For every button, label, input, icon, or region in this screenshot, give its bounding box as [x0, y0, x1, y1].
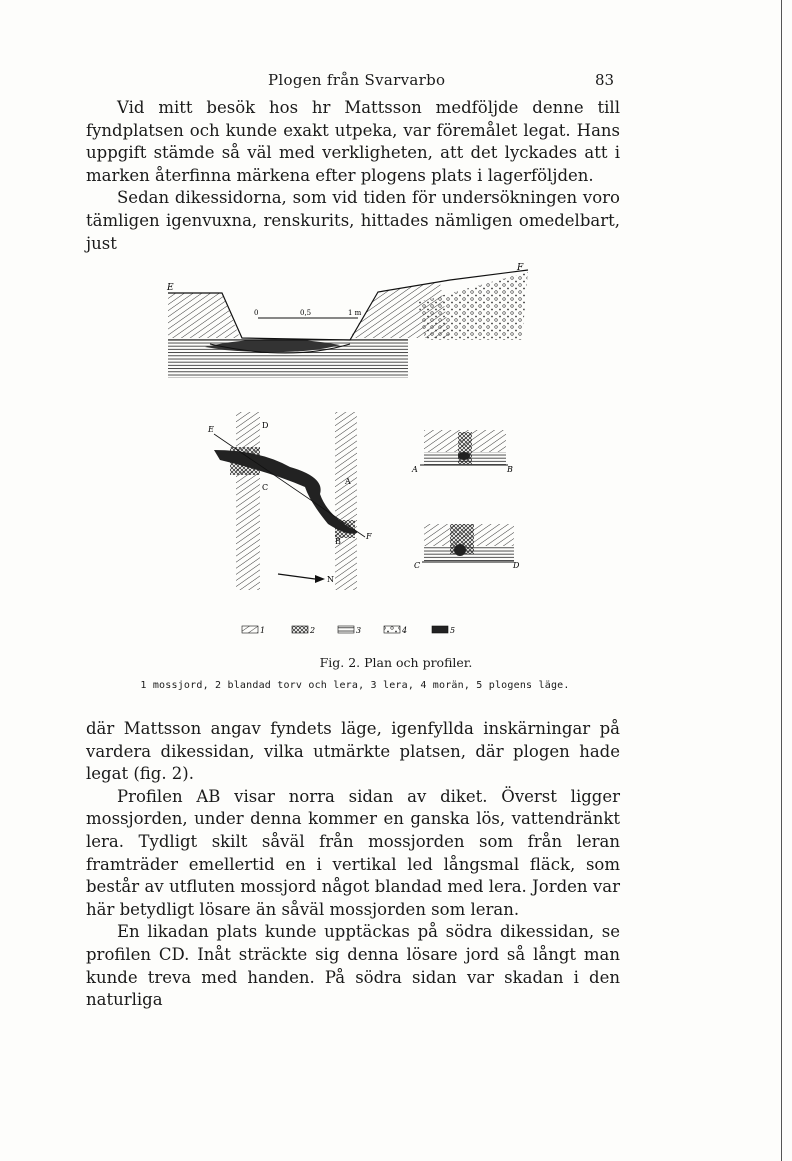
figure-drawing — [150, 262, 590, 657]
paragraph: där Mattsson angav fyndets läge, igenfyllda inskärningar på vardera dikessidan, vilka utmärkte platsen, där plogen hade legat (fig. 2). — [86, 719, 620, 784]
label-d: D — [513, 561, 520, 570]
plan-label-c: C — [262, 483, 269, 492]
legend-5: 5 — [450, 626, 456, 635]
plan-label-e: E — [208, 425, 214, 434]
label-c: C — [414, 561, 421, 570]
paragraph: En likadan plats kunde upptäckas på södra dikessidan, se profilen CD. Inåt sträckte sig denna lösare jord så långt man kunde treva med handen. På södra sidan var skadan i den naturliga — [86, 922, 620, 1010]
legend-1: 1 — [260, 626, 266, 635]
scale-label-half: 0,5 — [300, 309, 312, 317]
figure-legend-text: 1 mossjord, 2 blandad torv och lera, 3 lera, 4 morän, 5 plogens läge. — [140, 680, 570, 691]
scale-label-1m: 1 m — [348, 309, 362, 317]
body-text-bottom — [86, 718, 620, 1012]
label-f: F — [517, 263, 524, 273]
plan-label-a: A — [345, 477, 351, 486]
label-e: E — [167, 283, 174, 293]
plan-label-d: D — [262, 421, 269, 430]
paragraph: Profilen AB visar norra sidan av diket. Överst ligger mossjorden, under denna kommer en ganska lös, vattendränkt lera. Tydligt skilt såväl från mossjorden som från leran framträder emellertid en i vertikal led långsmal fläck, som består av utfluten mossjord något blandad med lera. Jorden var här betydligt lösare än såväl mossjorden som leran. — [86, 786, 620, 919]
running-title: Plogen från Svarvarbo — [268, 71, 446, 89]
legend-2: 2 — [310, 626, 316, 635]
label-b: B — [507, 465, 513, 474]
legend-4: 4 — [402, 626, 408, 635]
figure-caption: Fig. 2. Plan och profiler. — [319, 655, 473, 670]
body-text-top — [86, 97, 620, 255]
figure-2 — [150, 262, 590, 657]
scale-label-0: 0 — [254, 309, 259, 317]
plan-label-b: B — [335, 537, 341, 546]
plan-label-f: F — [366, 532, 372, 541]
profile-cd — [414, 524, 520, 570]
page-number: 83 — [595, 71, 615, 89]
north-label: N — [327, 575, 334, 584]
section-ef — [166, 263, 528, 378]
page-edge-line — [781, 0, 782, 1161]
paragraph: Vid mitt besök hos hr Mattsson medföljde denne till fyndplatsen och kunde exakt utpeka, var föremålet legat. Hans uppgift stämde så väl med verkligheten, att det lyckades att i marken återfinna märkena efter plogens plats i lagerföljden. — [86, 98, 620, 185]
legend — [242, 626, 455, 635]
plan-view — [207, 412, 372, 590]
legend-3: 3 — [356, 626, 362, 635]
paragraph: Sedan dikessidorna, som vid tiden för undersökningen voro tämligen igenvuxna, renskurits, hittades nämligen omedelbart, just — [86, 188, 620, 253]
label-a: A — [412, 465, 418, 474]
profile-ab — [411, 430, 513, 474]
